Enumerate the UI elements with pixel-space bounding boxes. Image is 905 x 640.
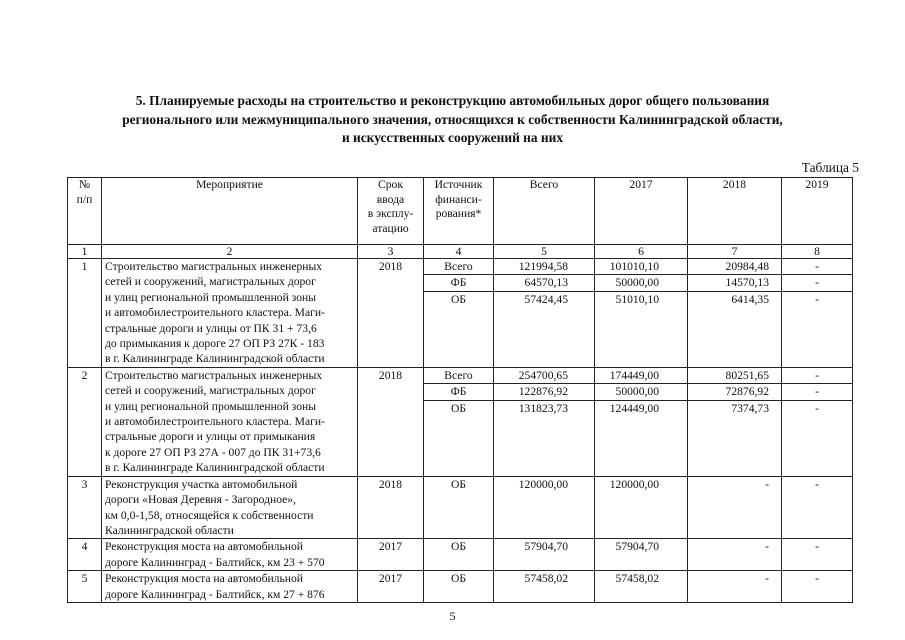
row-2018: - xyxy=(765,572,769,586)
header-term: Срок ввода в эксплу- атацию xyxy=(358,178,424,245)
row-2018-cell xyxy=(688,476,782,539)
page-number: 5 xyxy=(449,609,456,623)
row-2018: 14570,13 xyxy=(688,275,781,291)
row-source: ОБ xyxy=(450,540,467,554)
row-term: 2018 xyxy=(358,367,424,476)
title-line: и искусственных сооружений на них xyxy=(341,130,564,145)
description-line: Реконструкция участка автомобильной xyxy=(105,477,298,491)
description-line: Строительство магистральных инженерных xyxy=(105,260,323,273)
row-2019: - xyxy=(815,477,819,491)
row-total: 131823,73 xyxy=(518,401,568,415)
column-numbers-row xyxy=(68,245,853,259)
row-2018: - xyxy=(765,477,769,491)
row-2017: 120000,00 xyxy=(609,477,659,491)
row-source-cell xyxy=(424,571,494,603)
table-body xyxy=(68,259,853,603)
row-2018: 80251,65 xyxy=(688,368,781,384)
column-number: 5 xyxy=(494,245,595,259)
row-2017: 124449,00 xyxy=(609,401,659,415)
row-2017: 50000,00 xyxy=(595,384,687,400)
row-total: 57458,02 xyxy=(524,572,568,586)
row-2017: 174449,00 xyxy=(595,368,687,384)
table-row xyxy=(68,571,853,603)
column-number: 6 xyxy=(595,245,688,259)
row-source-cell xyxy=(424,539,494,571)
row-2019: - xyxy=(782,368,852,384)
row-source: ОБ xyxy=(450,401,467,415)
header-total: Всего xyxy=(494,178,595,245)
header-2019: 2019 xyxy=(782,178,853,245)
header-2017: 2017 xyxy=(595,178,688,245)
row-2018-cell xyxy=(688,259,782,368)
row-2018: 72876,92 xyxy=(688,384,781,400)
description-line: Калининградской области xyxy=(105,523,234,537)
row-2018-cell xyxy=(688,571,782,603)
description-line: Строительство магистральных инженерных xyxy=(105,368,323,382)
row-source-cell xyxy=(424,367,494,476)
row-total: 254700,65 xyxy=(494,368,594,384)
header-num: № п/п xyxy=(68,178,102,245)
row-source: ФБ xyxy=(424,384,493,400)
row-total-cell xyxy=(494,539,595,571)
table-row xyxy=(68,539,853,571)
row-source: ФБ xyxy=(424,275,493,291)
row-2018: 20984,48 xyxy=(688,259,781,275)
row-description xyxy=(102,367,358,476)
table-row xyxy=(68,259,853,368)
column-number: 7 xyxy=(688,245,782,259)
row-description xyxy=(102,539,358,571)
row-source: ОБ xyxy=(450,477,467,491)
description-line: стральные дороги и улицы от примыкания xyxy=(105,430,316,444)
table-caption: Таблица 5 xyxy=(801,160,859,175)
column-number: 1 xyxy=(68,245,102,259)
row-2018: 6414,35 xyxy=(731,292,769,306)
row-total-cell xyxy=(494,367,595,476)
description-line: сетей и сооружений, магистральных дорог xyxy=(105,275,316,289)
column-number: 3 xyxy=(358,245,424,259)
row-2019-cell xyxy=(782,259,853,368)
row-term: 2017 xyxy=(358,571,424,603)
row-2019: - xyxy=(782,384,852,400)
expenses-table xyxy=(67,177,853,603)
row-2018: 7374,73 xyxy=(731,401,769,415)
description-line: в г. Калининграде Калининградской области xyxy=(105,352,325,366)
row-2017-cell xyxy=(595,571,688,603)
row-description xyxy=(102,476,358,539)
row-total: 64570,13 xyxy=(494,275,594,291)
description-line: стральные дороги и улицы от ПК 31 + 73,6 xyxy=(105,321,317,335)
row-2017: 57904,70 xyxy=(615,540,659,554)
row-description xyxy=(102,571,358,603)
row-source-cell xyxy=(424,476,494,539)
row-description xyxy=(102,259,358,368)
column-number: 2 xyxy=(102,245,358,259)
row-2019-cell xyxy=(782,367,853,476)
row-2018: - xyxy=(765,540,769,554)
description-line: дороге Калининград - Балтийск, км 27 + 876 xyxy=(105,587,325,601)
row-2017-cell xyxy=(595,476,688,539)
row-2019: - xyxy=(782,259,852,275)
title-line: регионального или межмуниципального значения, относящихся к собственности Калининградской области, xyxy=(122,111,783,127)
row-2019: - xyxy=(782,275,852,291)
row-2019: - xyxy=(815,572,819,586)
header-source: Источник финанси- рования* xyxy=(424,178,494,245)
row-number: 4 xyxy=(68,539,102,571)
title-line: 5. Планируемые расходы на строительство и реконструкцию автомобильных дорог общего пользования xyxy=(135,93,770,108)
document-title xyxy=(60,92,845,148)
header-event: Мероприятие xyxy=(102,178,358,245)
row-2018-cell xyxy=(688,367,782,476)
row-2017: 50000,00 xyxy=(595,275,687,291)
row-2019-cell xyxy=(782,539,853,571)
row-2019: - xyxy=(815,540,819,554)
description-line: и автомобилестроительного кластера. Маги- xyxy=(105,415,325,429)
row-2017: 51010,10 xyxy=(615,292,659,306)
description-line: дороги «Новая Деревня - Загородное», xyxy=(105,493,296,507)
row-total: 121994,58 xyxy=(494,259,594,275)
description-line: дороге Калининград - Балтийск, км 23 + 570 xyxy=(105,555,325,569)
row-2018-cell xyxy=(688,539,782,571)
row-number: 3 xyxy=(68,476,102,539)
header-row xyxy=(68,178,853,245)
row-total-cell xyxy=(494,476,595,539)
row-source: Всего xyxy=(424,368,493,384)
description-line: до примыкания к дороге 27 ОП РЗ 27К - 183 xyxy=(105,337,325,351)
description-line: и автомобилестроительного кластера. Маги- xyxy=(105,306,325,320)
row-2017-cell xyxy=(595,259,688,368)
row-2019: - xyxy=(815,292,819,306)
description-line: км 0,0-1,58, относящейся к собственности xyxy=(105,508,314,522)
row-2019: - xyxy=(815,401,819,415)
row-term: 2018 xyxy=(358,476,424,539)
row-2017: 101010,10 xyxy=(595,259,687,275)
row-2017-cell xyxy=(595,539,688,571)
description-line: и улиц региональной промышленной зоны xyxy=(105,290,316,304)
row-2019-cell xyxy=(782,571,853,603)
row-number: 5 xyxy=(68,571,102,603)
row-total: 122876,92 xyxy=(494,384,594,400)
description-line: к дороге 27 ОП РЗ 27А - 007 до ПК 31+73,6 xyxy=(105,445,321,459)
row-total: 120000,00 xyxy=(518,477,568,491)
row-total: 57904,70 xyxy=(524,540,568,554)
row-total-cell xyxy=(494,259,595,368)
row-source: ОБ xyxy=(450,292,467,306)
table-row xyxy=(68,476,853,539)
row-term: 2018 xyxy=(358,259,424,368)
row-2019-cell xyxy=(782,476,853,539)
row-total: 57424,45 xyxy=(524,292,568,306)
row-2017: 57458,02 xyxy=(615,572,659,586)
row-source: ОБ xyxy=(450,572,467,586)
row-source-cell xyxy=(424,259,494,368)
row-number: 2 xyxy=(68,367,102,476)
column-number: 4 xyxy=(424,245,494,259)
row-2017-cell xyxy=(595,367,688,476)
row-source: Всего xyxy=(424,259,493,275)
table-row xyxy=(68,367,853,476)
description-line: в г. Калининграде Калининградской области xyxy=(105,461,325,475)
description-line: Реконструкция моста на автомобильной xyxy=(105,540,303,554)
description-line: Реконструкция моста на автомобильной xyxy=(105,572,303,586)
description-line: и улиц региональной промышленной зоны xyxy=(105,399,316,413)
row-term: 2017 xyxy=(358,539,424,571)
row-total-cell xyxy=(494,571,595,603)
row-number: 1 xyxy=(68,259,102,368)
column-number: 8 xyxy=(782,245,853,259)
header-2018: 2018 xyxy=(688,178,782,245)
description-line: сетей и сооружений, магистральных дорог xyxy=(105,384,316,398)
